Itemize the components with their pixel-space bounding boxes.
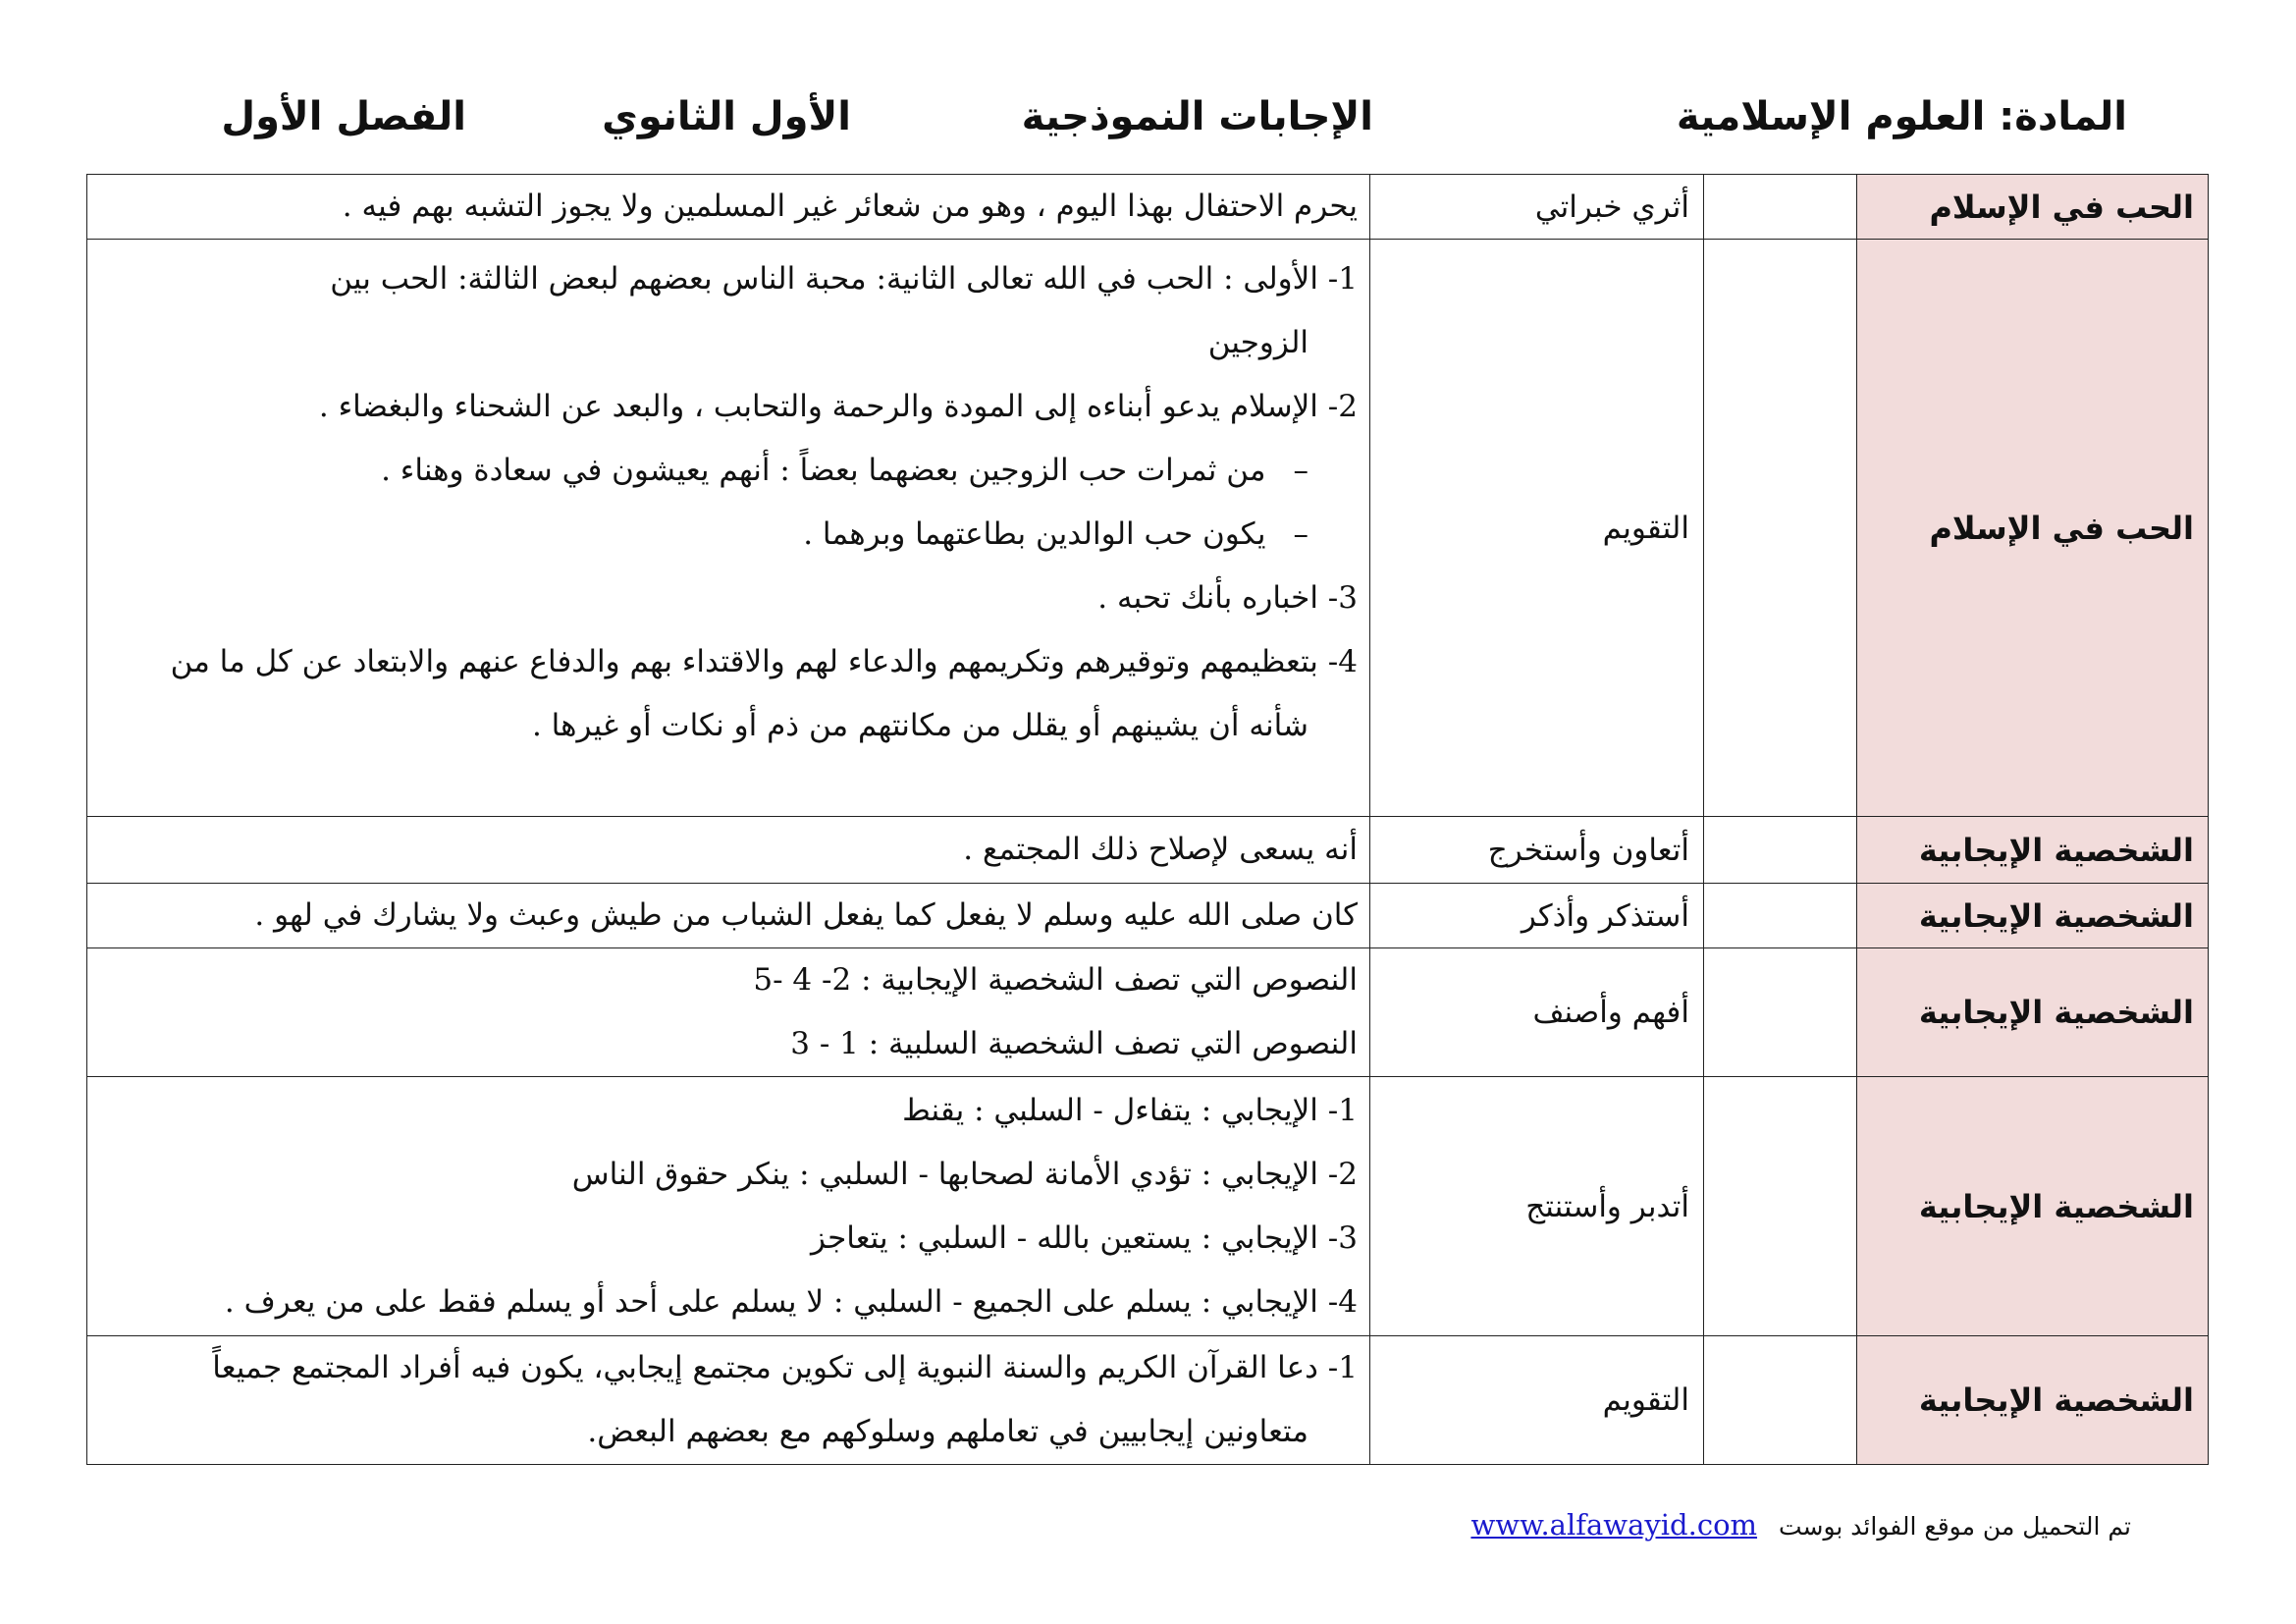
empty-cell	[1704, 1336, 1857, 1465]
document-title: الإجابات النموذجية	[1021, 94, 1373, 139]
empty-cell	[1704, 884, 1857, 948]
table-row	[87, 884, 2209, 948]
activity-cell: التقويم	[1370, 240, 1704, 817]
answer-line: 2- الإيجابي : تؤدي الأمانة لصحابها - السلبي : ينكر حقوق الناس	[571, 1156, 1358, 1192]
empty-cell	[1704, 817, 1857, 884]
answer-cell	[87, 817, 1370, 884]
term-label: الفصل الأول	[221, 94, 466, 139]
answer-line: 1- الإيجابي : يتفاءل - السلبي : يقنط	[902, 1092, 1358, 1128]
answer-line: شأنه أن يشينهم أو يقلل من مكانتهم من ذم أو نكات أو غيرها .	[531, 708, 1308, 743]
table-row	[87, 817, 2209, 884]
empty-cell	[1704, 240, 1857, 817]
answer-line: يحرم الاحتفال بهذا اليوم ، وهو من شعائر غير المسلمين ولا يجوز التشبه بهم فيه .	[342, 189, 1358, 224]
answer-line: متعاونين إيجابيين في تعاملهم وسلوكهم مع بعضهم البعض.	[587, 1414, 1308, 1449]
activity-cell: التقويم	[1370, 1336, 1704, 1465]
table-row	[87, 1077, 2209, 1336]
answer-line: 1- الأولى : الحب في الله تعالى الثانية: محبة الناس بعضهم لبعض الثالثة: الحب بين	[330, 261, 1358, 297]
table-row	[87, 1336, 2209, 1465]
answer-cell	[87, 1077, 1370, 1336]
answer-line: 4- الإيجابي : يسلم على الجميع - السلبي : لا يسلم على أحد أو يسلم فقط على من يعرف .	[224, 1283, 1358, 1320]
topic-cell: الشخصية الإيجابية	[1857, 817, 2209, 884]
activity-cell: أتعاون وأستخرج	[1370, 817, 1704, 884]
answers-table	[86, 174, 2209, 1465]
table-row	[87, 240, 2209, 817]
grade-label: الأول الثانوي	[602, 94, 851, 139]
answer-line: 4- بتعظيمهم وتوقيرهم وتكريمهم والدعاء لهم والاقتداء بهم والدفاع عنهم والابتعاد عن كل ما من	[170, 644, 1358, 679]
answer-line: النصوص التي تصف الشخصية الإيجابية : 2- 4 -5	[753, 962, 1358, 998]
footer	[1470, 1508, 2131, 1542]
answer-line: كان صلى الله عليه وسلم لا يفعل كما يفعل الشباب من طيش وعبث ولا يشارك في لهو .	[254, 897, 1358, 933]
topic-cell: الشخصية الإيجابية	[1857, 1336, 2209, 1465]
topic-cell: الحب في الإسلام	[1857, 175, 2209, 240]
footer-link[interactable]: www.alfawayid.com	[1470, 1508, 1758, 1542]
activity-cell: أثري خبراتي	[1370, 175, 1704, 240]
answer-line: الزوجين	[1207, 325, 1308, 360]
answer-line: 2- الإسلام يدعو أبناءه إلى المودة والرحمة والتحابب ، والبعد عن الشحناء والبغضاء .	[318, 389, 1358, 424]
answer-cell	[87, 1336, 1370, 1465]
subject-title: المادة: العلوم الإسلامية	[1676, 94, 2127, 139]
answer-line: النصوص التي تصف الشخصية السلبية : 1 - 3	[790, 1026, 1358, 1061]
activity-cell: أفهم وأصنف	[1370, 948, 1704, 1077]
answer-line: 3- الإيجابي : يستعين بالله - السلبي : يتعاجز	[810, 1219, 1358, 1256]
footer-text: تم التحميل من موقع الفوائد بوست	[1778, 1512, 2131, 1541]
answer-line: – يكون حب الوالدين بطاعتهما وبرهما .	[101, 503, 1358, 567]
answer-cell	[87, 175, 1370, 240]
answer-cell	[87, 884, 1370, 948]
answer-cell	[87, 948, 1370, 1077]
topic-cell: الشخصية الإيجابية	[1857, 948, 2209, 1077]
topic-cell: الحب في الإسلام	[1857, 240, 2209, 817]
empty-cell	[1704, 948, 1857, 1077]
empty-cell	[1704, 1077, 1857, 1336]
activity-cell: أستذكر وأذكر	[1370, 884, 1704, 948]
answer-line: أنه يسعى لإصلاح ذلك المجتمع .	[963, 832, 1358, 867]
activity-cell: أتدبر وأستنتج	[1370, 1077, 1704, 1336]
answer-line: – من ثمرات حب الزوجين بعضهما بعضاً : أنهم يعيشون في سعادة وهناء .	[101, 439, 1358, 503]
page-header	[0, 94, 2296, 153]
topic-cell: الشخصية الإيجابية	[1857, 1077, 2209, 1336]
answer-line: 1- دعا القرآن الكريم والسنة النبوية إلى تكوين مجتمع إيجابي، يكون فيه أفراد المجتمع جميعاً	[212, 1350, 1358, 1385]
answer-line: 3- اخباره بأنك تحبه .	[1097, 580, 1358, 616]
empty-cell	[1704, 175, 1857, 240]
table-row	[87, 175, 2209, 240]
answer-cell	[87, 240, 1370, 817]
table-row	[87, 948, 2209, 1077]
topic-cell: الشخصية الإيجابية	[1857, 884, 2209, 948]
